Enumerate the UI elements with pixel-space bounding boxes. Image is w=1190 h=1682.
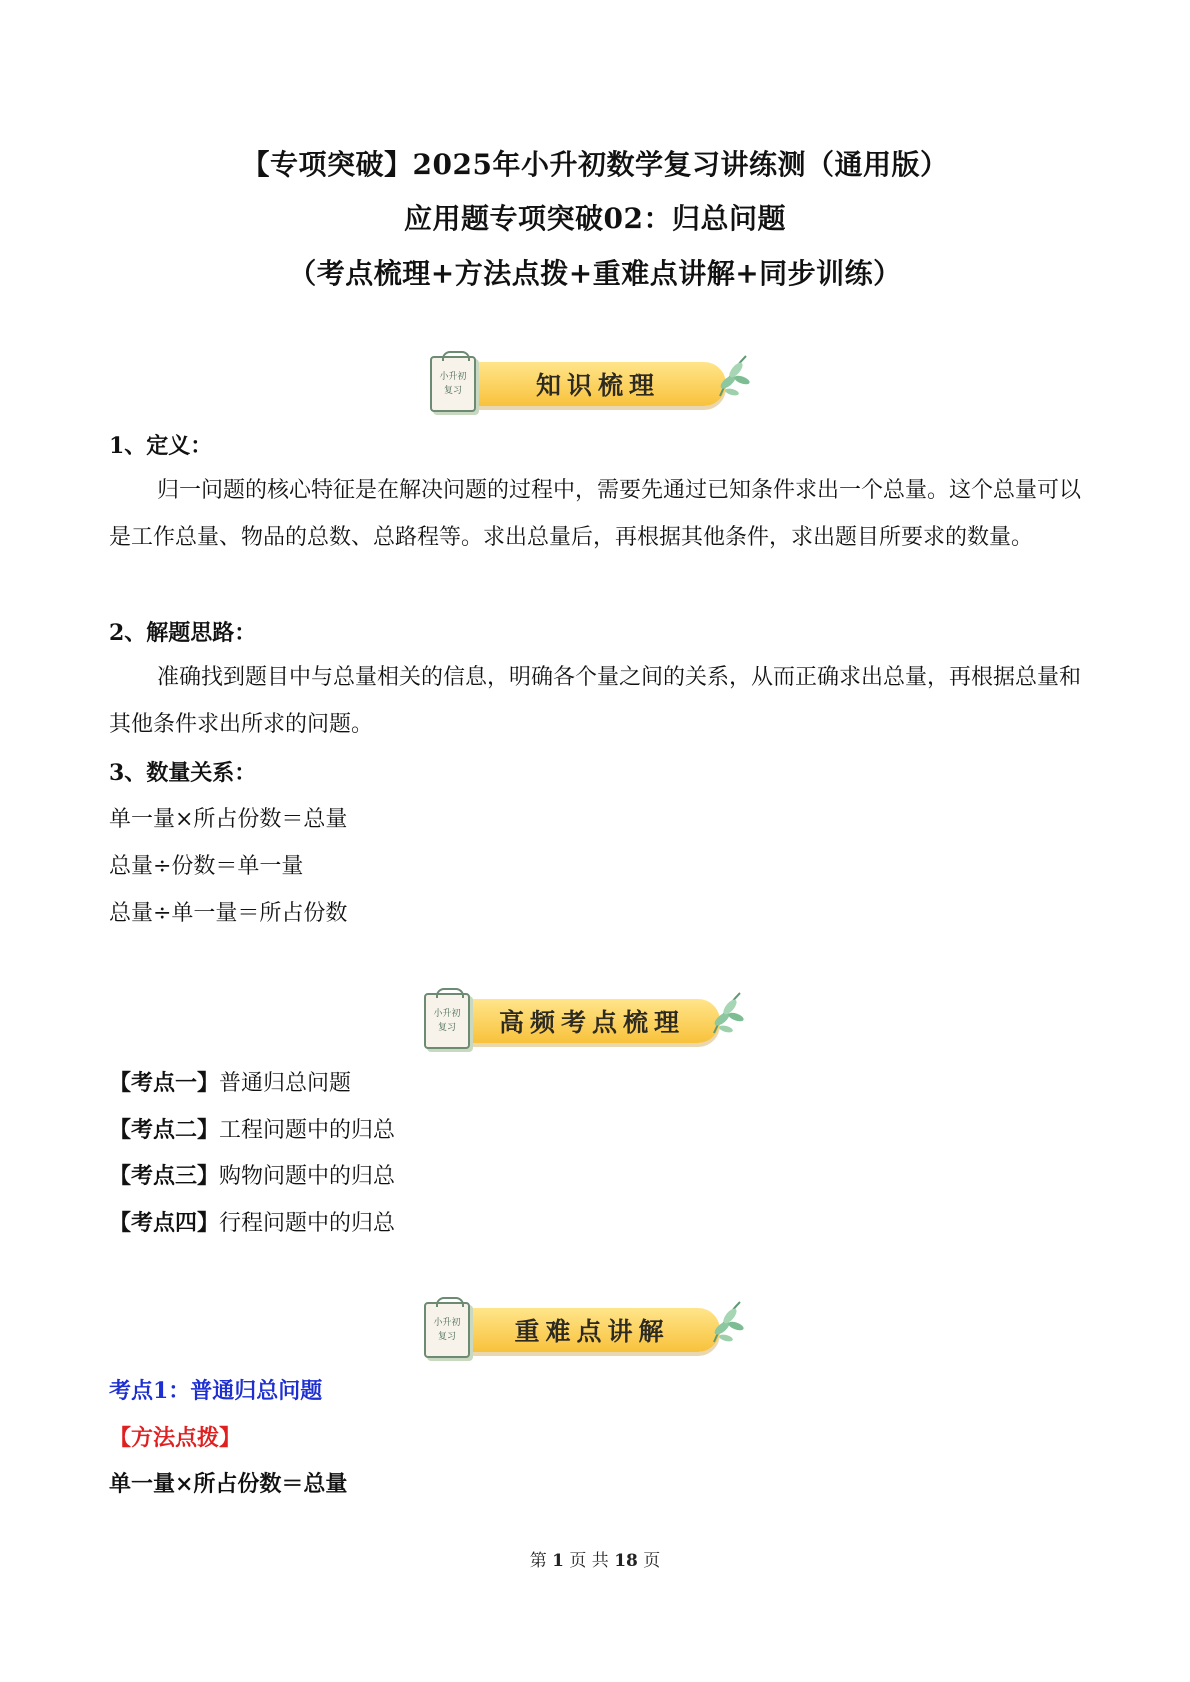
formula-item: 总量÷单一量＝所占份数 [109, 901, 348, 926]
leaf-icon [710, 1298, 744, 1346]
kaodian-item [109, 1153, 1083, 1200]
banner-knowledge [430, 352, 760, 424]
book-label-line2: 复习 [443, 386, 462, 396]
banner-knowledge-label: 知识梳理 [470, 362, 726, 406]
section-definition-heading: 1、定义： [109, 433, 213, 459]
leaf-icon [710, 989, 744, 1037]
banner-frequent-label: 高频考点梳理 [464, 999, 720, 1043]
footer-middle: 页 共 [569, 1551, 609, 1571]
method-formula: 单一量×所占份数＝总量 [109, 1471, 348, 1497]
section-relation-heading: 3、数量关系： [109, 760, 257, 786]
book-label-line2: 复习 [437, 1332, 456, 1342]
book-label-line1: 小升初 [433, 1009, 461, 1019]
kaodian-text: 行程问题中的归总 [219, 1211, 396, 1236]
document-subtitle-scope: （考点梳理+方法点拨+重难点讲解+同步训练） [288, 257, 902, 290]
kaodian-item [109, 1200, 1083, 1247]
kaodian-tag: 【考点四】 [109, 1210, 220, 1236]
formula-item: 单一量×所占份数＝总量 [109, 807, 348, 832]
section-definition-text: 归一问题的核心特征是在解决问题的过程中，需要先通过已知条件求出一个总量。这个总量可以是工作总量、物品的总数、总路程等。求出总量后，再根据其他条件，求出题目所要求的数量。 [109, 478, 1082, 550]
footer-prefix: 第 [529, 1551, 547, 1571]
page-footer [0, 1546, 1190, 1571]
total-page-count: 18 [614, 1551, 638, 1571]
leaf-icon [716, 352, 750, 400]
kaodian-text: 购物问题中的归总 [219, 1164, 396, 1189]
book-label-line2: 复习 [437, 1023, 456, 1033]
book-icon [424, 1302, 470, 1358]
banner-difficult-points [424, 1298, 754, 1370]
kaodian-item [109, 1060, 1083, 1107]
kaodian-text: 普通归总问题 [219, 1071, 352, 1096]
banner-difficult-label: 重难点讲解 [464, 1308, 720, 1352]
document-title: 【专项突破】2025年小升初数学复习讲练测（通用版） [241, 148, 949, 181]
footer-suffix: 页 [643, 1551, 661, 1571]
banner-frequent-points [424, 989, 754, 1061]
current-page-number: 1 [552, 1551, 564, 1571]
book-icon [430, 356, 476, 412]
kaodian-detail-title: 考点1：普通归总问题 [109, 1378, 323, 1404]
document-subtitle: 应用题专项突破02：归总问题 [404, 202, 786, 235]
kaodian-text: 工程问题中的归总 [219, 1118, 396, 1143]
kaodian-tag: 【考点二】 [109, 1117, 220, 1143]
kaodian-tag: 【考点三】 [109, 1163, 220, 1189]
kaodian-item [109, 1107, 1083, 1154]
book-label-line1: 小升初 [439, 372, 467, 382]
kaodian-tag: 【考点一】 [109, 1070, 220, 1096]
section-approach-text: 准确找到题目中与总量相关的信息，明确各个量之间的关系，从而正确求出总量，再根据总量和其他条件求出所求的问题。 [109, 665, 1082, 737]
formula-item: 总量÷份数＝单一量 [109, 854, 304, 879]
book-label-line1: 小升初 [433, 1318, 461, 1328]
method-label: 【方法点拨】 [109, 1425, 242, 1451]
section-approach-heading: 2、解题思路： [109, 620, 257, 646]
book-icon [424, 993, 470, 1049]
